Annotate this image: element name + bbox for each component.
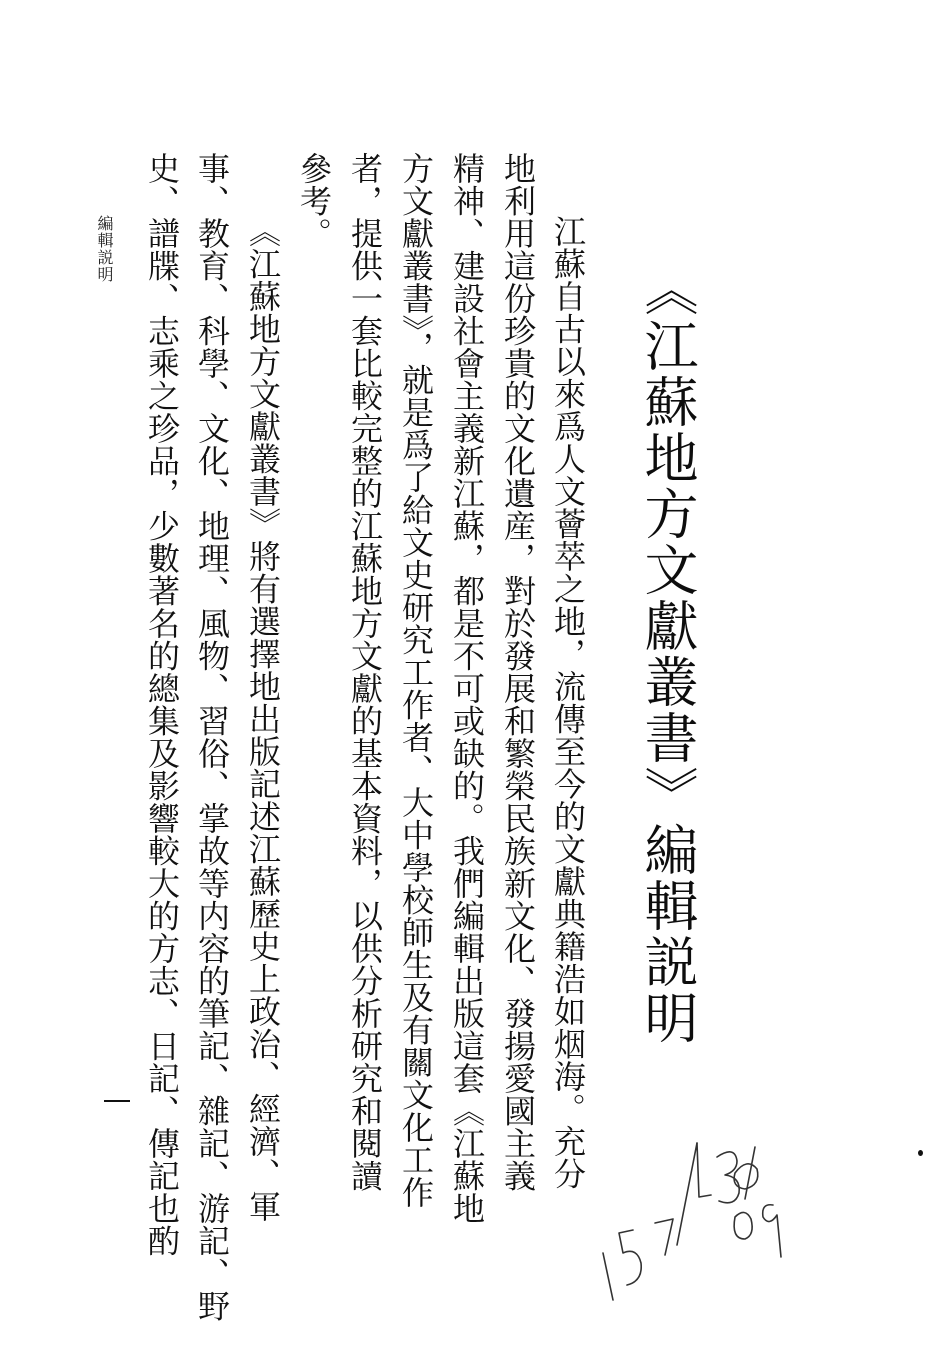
paragraph-1-line-6: 參考。 <box>295 152 333 250</box>
paragraph-1-line-1: 江蘇自古以來爲人文薈萃之地，流傳至今的文獻典籍浩如烟海。充分 <box>549 215 587 1190</box>
paragraph-1-line-3: 精神、建設社會主義新江蘇，都是不可或缺的。我們編輯出版這套《江蘇地 <box>448 152 486 1225</box>
running-head: 編輯説明 <box>95 215 114 283</box>
paragraph-2-line-3: 史、譜牒、志乘之珍品，少數著名的總集及影響較大的方志、日記、傳記也酌 <box>143 152 181 1257</box>
paragraph-1-line-2: 地利用這份珍貴的文化遺産，對於發展和繁榮民族新文化、發揚愛國主義 <box>499 152 537 1192</box>
paragraph-2-line-2: 事、教育、科學、文化、地理、風物、習俗、掌故等内容的筆記、雜記、游記、野 <box>193 152 231 1322</box>
handwritten-annotation-mark <box>585 1135 795 1310</box>
document-title: 《江蘇地方文獻叢書》編輯説明 <box>636 262 699 1046</box>
paragraph-1-line-5: 者，提供一套比較完整的江蘇地方文獻的基本資料，以供分析研究和閱讀 <box>346 152 384 1192</box>
page-number <box>104 1100 130 1102</box>
scan-speck <box>918 1150 923 1156</box>
paragraph-1-line-4: 方文獻叢書》，就是爲了給文史研究工作者、大中學校師生及有關文化工作 <box>397 152 435 1209</box>
paragraph-2-line-1: 《江蘇地方文獻叢書》將有選擇地出版記述江蘇歷史上政治、經濟、軍 <box>244 215 282 1223</box>
